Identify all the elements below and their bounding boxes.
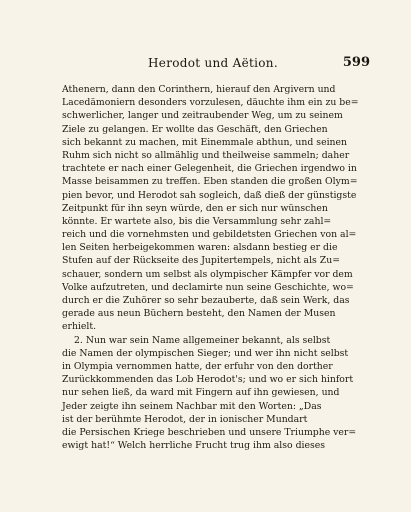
- text-line: gerade aus neun Büchern besteht, den Namen der Musen: [62, 308, 336, 320]
- text-line: Masse beisammen zu treffen. Eben standen die großen Olym=: [62, 176, 358, 188]
- text-line: Zeitpunkt für ihn seyn würde, den er sich nur wünschen: [62, 202, 328, 214]
- text-line: Volke aufzutreten, und declamirte nun seine Geschichte, wo=: [62, 281, 354, 293]
- text-line: schauer, sondern um selbst als olympischer Kämpfer vor dem: [62, 268, 353, 280]
- text-line: reich und die vornehmsten und gebildetsten Griechen von al=: [62, 229, 357, 241]
- text-line: Athenern, dann den Corinthern, hierauf den Argivern und: [62, 84, 336, 95]
- text-line: nur sehen ließ, da ward mit Fingern auf ihn gewiesen, und: [62, 387, 340, 399]
- text-line: schwerlicher, langer und zeitraubender Weg, um zu seinem: [62, 110, 343, 122]
- text-line: ewigt hat!“ Welch herrliche Frucht trug ihm also dieses: [62, 440, 326, 452]
- text-line: Jeder zeigte ihn seinem Nachbar mit den Worten: „Das: [62, 400, 322, 412]
- text-line: pien bevor, und Herodot sah sogleich, daß dieß der günstigste: [62, 189, 357, 201]
- text-line: Stufen auf der Rückseite des Jupitertempels, nicht als Zu=: [62, 255, 341, 267]
- text-line: len Seiten herbeigekommen waren: alsdann bestieg er die: [62, 242, 338, 254]
- page-number: 599: [342, 55, 370, 70]
- text-line: durch er die Zuhörer so sehr bezauberte, daß sein Werk, das: [62, 295, 350, 306]
- text-line: Zurückkommenden das Lob Herodot's; und wo er sich hinfort: [62, 374, 354, 386]
- page-header: [56, 56, 370, 76]
- text-line: Lacedämoniern desonders vorzulesen, däuchte ihm ein zu be=: [62, 97, 359, 109]
- text-line: Ruhm sich nicht so allmählig und theilweise sammeln; daher: [62, 149, 350, 161]
- text-line: trachtete er nach einer Gelegenheit, die Griechen irgendwo in: [62, 163, 357, 175]
- text-line: 2. Nun war sein Name allgemeiner bekannt, als selbst: [74, 334, 331, 346]
- text-line: die Persischen Kriege beschrieben und unsere Triumphe ver=: [62, 426, 357, 438]
- text-line: Ziele zu gelangen. Er wollte das Geschäft, den Griechen: [62, 123, 328, 135]
- text-line: könnte. Er wartete also, bis die Versammlung sehr zahl=: [62, 215, 332, 227]
- body-text: [62, 83, 367, 452]
- text-line: in Olympia vernommen hatte, der erfuhr von den dorther: [62, 360, 333, 372]
- text-line: die Namen der olympischen Sieger; und wer ihn nicht selbst: [62, 347, 349, 359]
- text-line: ist der berühmte Herodot, der in ionischer Mundart: [62, 413, 308, 425]
- text-line: erhielt.: [62, 321, 97, 333]
- text-line: sich bekannt zu machen, mit Einemmale abthun, und seinen: [62, 136, 348, 148]
- running-title: Herodot und Aëtion.: [148, 56, 278, 70]
